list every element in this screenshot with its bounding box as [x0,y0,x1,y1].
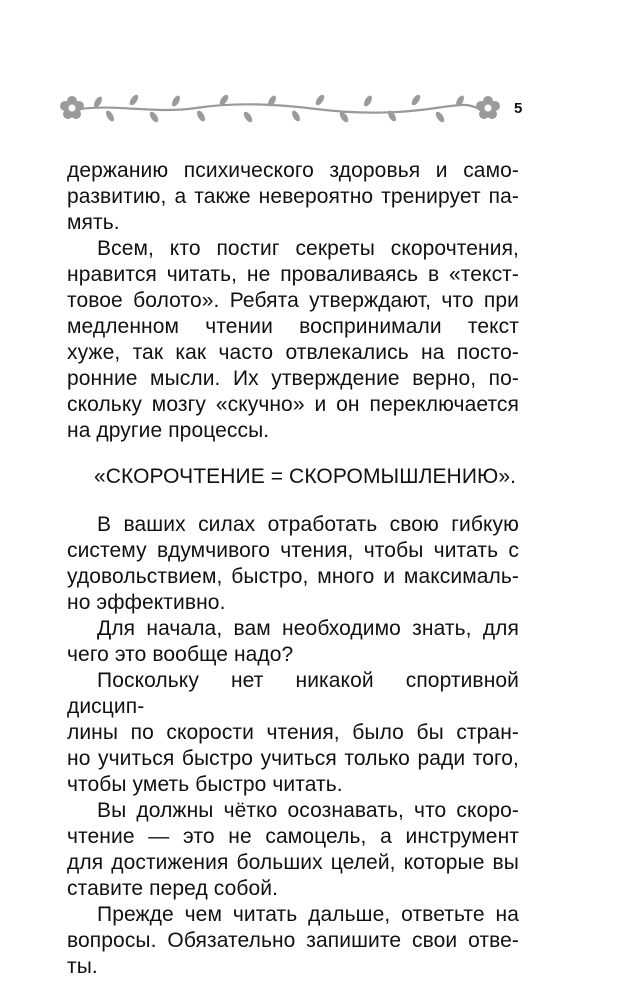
text-line: Прежде чем читать дальше, ответьте на [97,903,519,926]
page-number: 5 [514,100,523,117]
text-line: ставите перед собой. [67,877,279,900]
body-text [67,158,519,980]
text-line: ты. [67,955,98,978]
text-line: для достижения больших целей, которые вы [67,851,519,874]
text-line: развитию, а также невероятно тренирует па- [67,185,519,208]
text-line: хуже, так как часто отвлекались на посто- [67,341,519,364]
text-line: чтобы уметь быстро читать. [67,773,343,796]
text-line: систему вдумчивого чтения, чтобы читать с [67,539,519,562]
vine-flower-ornament-icon [56,92,506,128]
text-line: Для начала, вам необходимо знать, для [97,617,519,640]
text-line: на другие процессы. [67,419,270,442]
text-line: чтение — это не самоцель, а инструмент [67,825,519,848]
text-line: товое болото». Ребята утверждают, что при [67,289,519,312]
text-line: держанию психического здоровья и само- [67,159,519,182]
text-line: мять. [67,211,120,234]
text-line: но эффективно. [67,591,226,614]
formula-heading: «СКОРОЧТЕНИЕ = СКОРОМЫШЛЕНИЮ». [93,465,517,488]
text-line: скольку мозгу «скучно» и он переключается [67,393,519,416]
text-line: лины по скорости чтения, было бы стран- [67,721,519,744]
page-header-ornament [56,92,506,128]
text-line: Вы должны чётко осознавать, что скоро- [97,799,519,822]
text-line: Поскольку нет никакой спортивной дисцип- [67,669,519,718]
text-line: но учиться быстро учиться только ради того, [67,747,519,770]
text-line: В ваших силах отработать свою гибкую [97,513,519,536]
text-line: Всем, кто постиг секреты скорочтения, [97,237,519,260]
text-line: нравится читать, не проваливаясь в «текст- [67,263,519,286]
text-line: чего это вообще надо? [67,643,294,666]
text-line: удовольствием, быстро, много и максималь- [67,565,519,588]
text-line: медленном чтении воспринимали текст [67,315,519,338]
text-line: ронние мысли. Их утверждение верно, по- [67,367,519,390]
text-line: вопросы. Обязательно запишите свои отве- [67,929,519,952]
